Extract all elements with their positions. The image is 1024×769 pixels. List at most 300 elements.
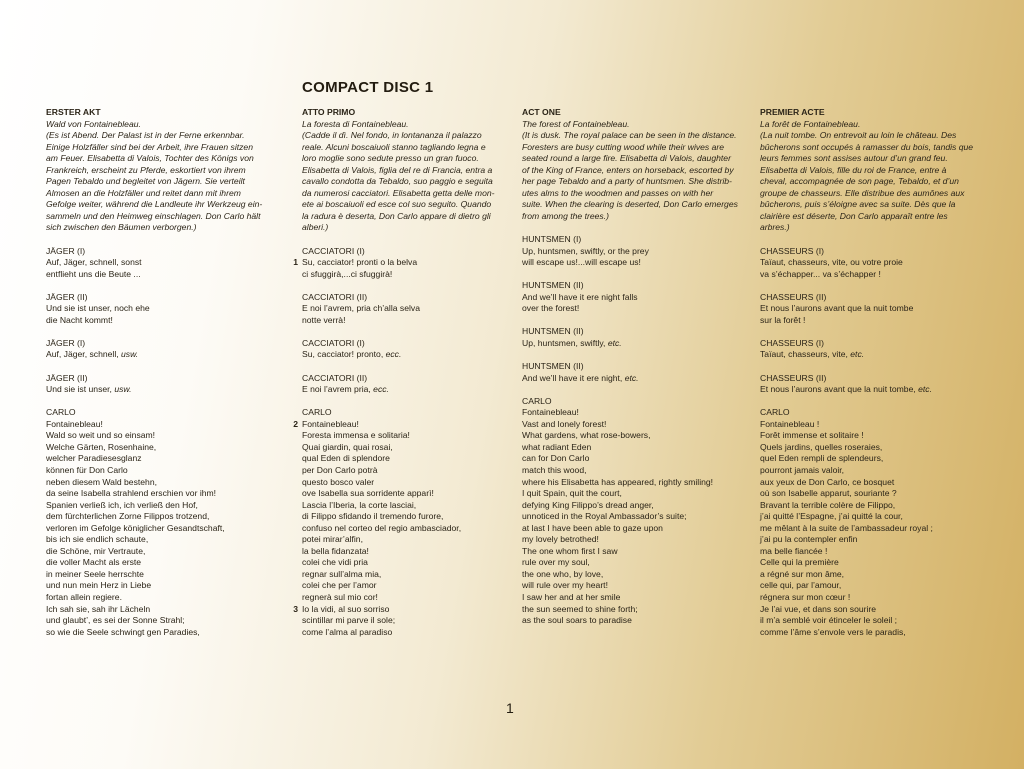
block-spacer xyxy=(46,361,272,373)
verse-line xyxy=(760,604,988,616)
verse-text: können für Don Carlo xyxy=(46,464,128,475)
stage-direction-line: suite. When the clearing is deserted, Don Carlo emerges xyxy=(522,199,738,210)
verse-line xyxy=(46,430,272,442)
verse-line xyxy=(302,546,504,558)
verse-line xyxy=(46,453,272,465)
verse-text: notte verrà! xyxy=(302,314,346,325)
verse-text: E noi l’avrem, pria ch’alla selva xyxy=(302,303,420,314)
verse-line xyxy=(760,546,988,558)
block-spacer xyxy=(760,326,988,338)
verse-line xyxy=(522,419,748,431)
verse-line xyxy=(46,477,272,489)
verse-text: il m’a semblé voir étinceler le soleil ; xyxy=(760,615,898,626)
verse-abbreviation: usw. xyxy=(114,384,132,395)
verse-line xyxy=(522,488,748,500)
speaker-name: CARLO xyxy=(522,395,552,406)
stage-direction-line: sammeln und den Heimweg einschlagen. Don Carlo hält xyxy=(46,210,261,221)
stage-direction-line: Frankreich, erscheint zu Pferde, eskortiert von ihrem xyxy=(46,164,246,175)
speaker-name: CHASSEURS (I) xyxy=(760,337,824,348)
verse-line xyxy=(760,615,988,627)
verse-line xyxy=(293,418,504,431)
verse-text: E noi l’avrem pria, xyxy=(302,384,374,395)
verse-line xyxy=(46,442,272,454)
speaker-name: CACCIATORI (II) xyxy=(302,291,368,302)
verse-line xyxy=(522,615,748,627)
verse-text: over the forest! xyxy=(522,303,580,314)
verse-line xyxy=(760,627,988,639)
verse-line xyxy=(46,615,272,627)
verse-text: Auf, Jäger, schnell, xyxy=(46,349,121,360)
verse-text: Fontainebleau! xyxy=(522,407,579,418)
speaker-name: CHASSEURS (II) xyxy=(760,372,827,383)
verse-line xyxy=(760,453,988,465)
verse-line xyxy=(760,500,988,512)
verse-line xyxy=(302,615,504,627)
verse-line xyxy=(522,511,748,523)
column-english xyxy=(522,107,748,627)
stage-direction-line: cheval, accompagnée de son page, Tebaldo, et d’un xyxy=(760,176,959,187)
verse-line xyxy=(302,557,504,569)
act-heading: PREMIER ACTE xyxy=(760,107,825,117)
verse-text: Und sie ist unser, xyxy=(46,384,115,395)
block-spacer xyxy=(760,361,988,373)
stage-direction-line: from among the trees.) xyxy=(522,210,609,221)
verse-text: questo bosco valer xyxy=(302,476,375,487)
verse-line xyxy=(760,303,988,315)
verse-text: colei che vidi pria xyxy=(302,557,368,568)
verse-text: Fontainebleau ! xyxy=(760,418,820,429)
verse-line xyxy=(302,477,504,489)
verse-line xyxy=(760,442,988,454)
verse-line xyxy=(302,592,504,604)
verse-line xyxy=(46,627,272,639)
verse-line xyxy=(760,465,988,477)
verse-text: confuso nel corteo del regio ambasciador, xyxy=(302,522,462,533)
verse-line xyxy=(760,511,988,523)
stage-direction-line: da numerosi cacciatori. Elisabetta getta delle mon- xyxy=(302,187,495,198)
verse-text: aux yeux de Don Carlo, ce bosquet xyxy=(760,476,895,487)
block-spacer xyxy=(760,396,988,408)
speaker-name: HUNTSMEN (II) xyxy=(522,280,584,291)
verse-text: fortan allein regiere. xyxy=(46,591,122,602)
verse-text: come l’alma al paradiso xyxy=(302,626,393,637)
verse-line xyxy=(760,488,988,500)
verse-text: the sun seemed to shine forth; xyxy=(522,603,638,614)
verse-text: und nun mein Herz in Liebe xyxy=(46,580,152,591)
verse-line xyxy=(302,315,504,327)
verse-text: Et nous l’aurons avant que la nuit tombe xyxy=(760,303,914,314)
speaker-name: JÄGER (I) xyxy=(46,245,86,256)
verse-line xyxy=(302,465,504,477)
block-spacer xyxy=(522,384,748,396)
verse-text: da seine Isabella strahlend erschien vor ihm! xyxy=(46,488,217,499)
verse-line xyxy=(302,349,504,361)
verse-line xyxy=(46,511,272,523)
page-number: 1 xyxy=(506,700,514,716)
stage-direction-line: (Es ist Abend. Der Palast ist in der Ferne erkennbar. xyxy=(46,130,245,141)
verse-line xyxy=(293,603,504,616)
verse-text: at last I have been able to gaze upon xyxy=(522,522,663,533)
verse-line xyxy=(522,500,748,512)
column-german xyxy=(46,107,272,638)
block-spacer xyxy=(302,396,504,408)
verse-text: welcher Paradiesesglanz xyxy=(46,453,142,464)
verse-text: bis ich sie endlich schaute, xyxy=(46,534,149,545)
verse-text: And we’ll have it ere night, xyxy=(522,372,625,383)
verse-line xyxy=(760,569,988,581)
verse-text: qual Eden di splendore xyxy=(302,453,390,464)
verse-line xyxy=(46,500,272,512)
speaker-name: HUNTSMEN (II) xyxy=(522,361,584,372)
verse-text: as the soul soars to paradise xyxy=(522,615,632,626)
stage-direction-line: (La nuit tombe. On entrevoit au loin le château. Des xyxy=(760,130,957,141)
track-number: 1 xyxy=(293,257,298,268)
verse-text: will rule over my heart! xyxy=(522,580,608,591)
stage-direction-line: am Feuer. Elisabetta di Valois, Tochter des Königs von xyxy=(46,153,254,164)
verse-line xyxy=(46,419,272,431)
stage-direction-line: bûcherons, puis s’éloigne avec sa suite. Dès que la xyxy=(760,199,956,210)
stage-direction-line: cavallo condotta da Tebaldo, suo paggio e seguita xyxy=(302,176,493,187)
verse-text: comme l’âme s’envole vers le paradis, xyxy=(760,626,906,637)
block-spacer xyxy=(46,326,272,338)
block-spacer xyxy=(522,349,748,361)
verse-line xyxy=(46,592,272,604)
verse-line xyxy=(302,534,504,546)
verse-line xyxy=(46,604,272,616)
verse-text: où son Isabelle apparut, souriante ? xyxy=(760,488,897,499)
verse-text: scintillar mi parve il sole; xyxy=(302,615,396,626)
speaker-name: JÄGER (I) xyxy=(46,337,86,348)
verse-line xyxy=(760,315,988,327)
verse-line xyxy=(46,580,272,592)
verse-line xyxy=(46,523,272,535)
verse-line xyxy=(302,442,504,454)
stage-direction-line: alberi.) xyxy=(302,222,329,233)
speaker-name: CACCIATORI (II) xyxy=(302,372,368,383)
verse-text: Spanien verließ ich, ich verließ den Hof, xyxy=(46,499,198,510)
verse-text: rule over my soul, xyxy=(522,557,590,568)
verse-line xyxy=(760,592,988,604)
verse-abbreviation: ecc. xyxy=(385,349,402,360)
verse-text: Auf, Jäger, schnell, sonst xyxy=(46,257,142,268)
stage-direction-line: Elisabetta di Valois, figlia del re di Francia, entra a xyxy=(302,164,493,175)
verse-text: Je l’ai vue, et dans son sourire xyxy=(760,603,877,614)
verse-abbreviation: usw. xyxy=(121,349,139,360)
verse-line xyxy=(522,569,748,581)
verse-text: la bella fidanzata! xyxy=(302,545,369,556)
verse-text: Ich sah sie, sah ihr Lächeln xyxy=(46,603,151,614)
verse-line xyxy=(522,580,748,592)
act-heading: ATTO PRIMO xyxy=(302,107,356,117)
verse-text: j’ai pu la contempler enfin xyxy=(760,534,858,545)
track-number: 2 xyxy=(293,418,298,429)
verse-text: where his Elisabetta has appeared, rightly smiling! xyxy=(522,476,714,487)
verse-text: ci sfuggirà,...ci sfuggirà! xyxy=(302,268,393,279)
verse-line xyxy=(302,523,504,535)
scene-heading: The forest of Fontainebleau. xyxy=(522,118,630,129)
speaker-name: CHASSEURS (I) xyxy=(760,245,824,256)
verse-line xyxy=(760,430,988,442)
verse-line xyxy=(46,534,272,546)
verse-text: neben diesem Wald bestehn, xyxy=(46,476,157,487)
stage-direction-line: arbres.) xyxy=(760,222,790,233)
scene-heading: La forêt de Fontainebleau. xyxy=(760,118,861,129)
verse-text: Up, huntsmen, swiftly, xyxy=(522,337,608,348)
speaker-name: JÄGER (II) xyxy=(46,291,88,302)
stage-direction-line: loro moglie sono sedute presso un gran fuoco. xyxy=(302,153,479,164)
stage-direction-line: of the King of France, enters on horseback, escorted by xyxy=(522,164,734,175)
verse-line xyxy=(522,604,748,616)
stage-direction-line: bûcherons sont occupés à ramasser du bois, tandis que xyxy=(760,141,974,152)
verse-line xyxy=(760,580,988,592)
verse-text: Lascia l’Iberia, la corte lasciai, xyxy=(302,499,417,510)
block-spacer xyxy=(302,280,504,292)
verse-line xyxy=(46,546,272,558)
verse-text: Foresta immensa e solitaria! xyxy=(302,430,410,441)
stage-direction-line: clairière est déserte, Don Carlo apparaît entre les xyxy=(760,210,948,221)
verse-line xyxy=(522,246,748,258)
verse-text: match this wood, xyxy=(522,464,587,475)
block-spacer xyxy=(46,396,272,408)
verse-text: pourront jamais valoir, xyxy=(760,464,845,475)
verse-line xyxy=(522,292,748,304)
verse-text: régnera sur mon cœur ! xyxy=(760,591,851,602)
act-heading: ERSTER AKT xyxy=(46,107,101,117)
verse-line xyxy=(302,488,504,500)
verse-line xyxy=(522,442,748,454)
verse-text: ma belle fiancée ! xyxy=(760,545,828,556)
verse-line xyxy=(522,430,748,442)
stage-direction-line: groupe de chasseurs. Elle distribue des aumônes aux xyxy=(760,187,965,198)
verse-text: Forêt immense et solitaire ! xyxy=(760,430,864,441)
speaker-name: CACCIATORI (I) xyxy=(302,337,365,348)
verse-line xyxy=(302,627,504,639)
verse-text: Welche Gärten, Rosenhaine, xyxy=(46,441,157,452)
verse-line xyxy=(522,257,748,269)
verse-line xyxy=(46,269,272,281)
verse-text: Quels jardins, quelles roseraies, xyxy=(760,441,883,452)
verse-text: di Filippo sfidando il tremendo furore, xyxy=(302,511,444,522)
verse-line xyxy=(522,592,748,604)
verse-line xyxy=(46,384,272,396)
verse-text: va s’échapper... va s’échapper ! xyxy=(760,268,881,279)
column-french xyxy=(760,107,988,638)
verse-text: the one who, by love, xyxy=(522,568,604,579)
verse-line xyxy=(302,500,504,512)
verse-text: Su, cacciator! pronti o la belva xyxy=(302,257,418,268)
verse-line xyxy=(302,303,504,315)
verse-text: Fontainebleau! xyxy=(302,418,359,429)
block-spacer xyxy=(302,326,504,338)
verse-line xyxy=(46,257,272,269)
verse-line xyxy=(302,384,504,396)
stage-direction-line: la radura è deserta, Don Carlo appare di dietro gli xyxy=(302,210,491,221)
verse-text: Taïaut, chasseurs, vite, ou votre proie xyxy=(760,257,903,268)
verse-line xyxy=(522,557,748,569)
block-spacer xyxy=(760,234,988,246)
stage-direction-line: Pagen Tebaldo und begleitet von Jägern. Sie verteilt xyxy=(46,176,245,187)
block-spacer xyxy=(522,222,748,234)
verse-line xyxy=(760,269,988,281)
verse-text: what radiant Eden xyxy=(522,441,592,452)
stage-direction-line: (Cadde il dì. Nel fondo, in lontananza il palazzo xyxy=(302,130,482,141)
verse-line xyxy=(46,488,272,500)
verse-text: celle qui, par l’amour, xyxy=(760,580,842,591)
verse-line xyxy=(760,384,988,396)
verse-text: Su, cacciator! pronto, xyxy=(302,349,386,360)
verse-line xyxy=(293,257,504,269)
verse-text: per Don Carlo potrà xyxy=(302,464,378,475)
block-spacer xyxy=(46,234,272,246)
stage-direction-line: reale. Alcuni boscaiuoli stanno tagliando legna e xyxy=(302,141,486,152)
verse-abbreviation: etc. xyxy=(624,372,639,383)
verse-line xyxy=(522,546,748,558)
verse-line xyxy=(522,523,748,535)
verse-text: Up, huntsmen, swiftly, or the prey xyxy=(522,245,649,256)
verse-abbreviation: etc. xyxy=(607,337,622,348)
verse-text: in meiner Seele herrschte xyxy=(46,568,144,579)
verse-text: And we’ll have it ere night falls xyxy=(522,291,638,302)
stage-direction-line: Elisabetta di Valois, fille du roi de France, entre à xyxy=(760,164,947,175)
block-spacer xyxy=(46,280,272,292)
verse-line xyxy=(46,569,272,581)
speaker-name: JÄGER (II) xyxy=(46,372,88,383)
stage-direction-line: (It is dusk. The royal palace can be seen in the distance. xyxy=(522,130,737,141)
verse-text: I saw her and at her smile xyxy=(522,591,621,602)
block-spacer xyxy=(760,280,988,292)
verse-line xyxy=(302,569,504,581)
verse-text: entflieht uns die Beute ... xyxy=(46,268,141,279)
stage-direction-line: Foresters are busy cutting wood while their wives are xyxy=(522,141,725,152)
verse-line xyxy=(302,511,504,523)
verse-line xyxy=(760,257,988,269)
verse-line xyxy=(760,523,988,535)
verse-abbreviation: etc. xyxy=(850,349,865,360)
verse-text: ove Isabella sua sorridente apparì! xyxy=(302,488,434,499)
verse-text: j’ai quitté l’Espagne, j’ai quitté la cour, xyxy=(760,511,903,522)
speaker-name: HUNTSMEN (I) xyxy=(522,234,582,245)
verse-text: will escape us!...will escape us! xyxy=(522,257,641,268)
stage-direction-line: leurs femmes sont assises autour d’un grand feu. xyxy=(760,153,948,164)
verse-line xyxy=(522,338,748,350)
stage-direction-line: Almosen an die Holzfäller und reitet dann mit ihrem xyxy=(46,187,241,198)
track-number: 3 xyxy=(293,603,298,614)
speaker-name: CARLO xyxy=(46,407,76,418)
page-title: COMPACT DISC 1 xyxy=(302,79,434,96)
verse-text: die Nacht kommt! xyxy=(46,314,113,325)
verse-text: Wald so weit und so einsam! xyxy=(46,430,156,441)
verse-line xyxy=(46,315,272,327)
stage-direction-line: utes alms to the woodmen and passes on with her xyxy=(522,187,714,198)
verse-text: defying King Filippo’s dread anger, xyxy=(522,499,654,510)
verse-line xyxy=(522,303,748,315)
stage-direction-line: her page Tebaldo and a party of huntsmen. She distrib- xyxy=(522,176,732,187)
speaker-name: CHASSEURS (II) xyxy=(760,291,827,302)
speaker-name: CACCIATORI (I) xyxy=(302,245,365,256)
stage-direction-line: ete ai boscaiuoli ed esce col suo seguito. Quando xyxy=(302,199,492,210)
verse-text: Quai giardin, quai rosai, xyxy=(302,441,393,452)
verse-line xyxy=(522,477,748,489)
verse-text: quel Eden rempli de splendeurs, xyxy=(760,453,884,464)
verse-text: Bravant la terrible colère de Filippo, xyxy=(760,499,896,510)
verse-text: regnerà sul mio cor! xyxy=(302,591,378,602)
verse-text: die Schöne, mir Vertraute, xyxy=(46,545,146,556)
verse-line xyxy=(760,534,988,546)
speaker-name: CARLO xyxy=(760,407,790,418)
verse-text: regnar sull’alma mia, xyxy=(302,568,382,579)
stage-direction-line: seated round a large fire. Elisabetta di Valois, daughter xyxy=(522,153,731,164)
verse-abbreviation: ecc. xyxy=(373,384,389,395)
scene-heading: Wald von Fontainebleau. xyxy=(46,118,141,129)
verse-line xyxy=(46,349,272,361)
verse-text: verloren im Gefolge königlicher Gesandtschaft, xyxy=(46,522,225,533)
stage-direction-line: Einige Holzfäller sind bei der Arbeit, ihre Frauen sitzen xyxy=(46,141,253,152)
verse-line xyxy=(46,465,272,477)
block-spacer xyxy=(302,361,504,373)
act-heading: ACT ONE xyxy=(522,107,561,117)
verse-text: me mêlant à la suite de l’ambassadeur royal ; xyxy=(760,522,933,533)
verse-line xyxy=(760,419,988,431)
verse-abbreviation: etc. xyxy=(918,384,932,395)
verse-line xyxy=(522,373,748,385)
verse-line xyxy=(522,465,748,477)
verse-text: a régné sur mon âme, xyxy=(760,568,845,579)
verse-text: sur la forêt ! xyxy=(760,314,806,325)
verse-line xyxy=(760,349,988,361)
verse-text: Celle qui la première xyxy=(760,557,839,568)
verse-text: I quit Spain, quit the court, xyxy=(522,488,622,499)
verse-text: can for Don Carlo xyxy=(522,453,590,464)
verse-line xyxy=(302,269,504,281)
verse-text: Taïaut, chasseurs, vite, xyxy=(760,349,851,360)
verse-line xyxy=(46,303,272,315)
stage-direction-line: Gefolge weiter, während die Landleute ihr Werkzeug ein- xyxy=(46,199,263,210)
verse-text: und glaubt’, es sei der Sonne Strahl; xyxy=(46,615,185,626)
block-spacer xyxy=(522,269,748,281)
verse-line xyxy=(522,407,748,419)
verse-line xyxy=(522,534,748,546)
verse-line xyxy=(522,453,748,465)
verse-line xyxy=(302,453,504,465)
verse-text: Fontainebleau! xyxy=(46,418,103,429)
verse-text: die voller Macht als erste xyxy=(46,557,142,568)
verse-text: The one whom first I saw xyxy=(522,545,618,556)
speaker-name: HUNTSMEN (II) xyxy=(522,326,584,337)
verse-line xyxy=(302,430,504,442)
verse-text: my lovely betrothed! xyxy=(522,534,599,545)
verse-line xyxy=(46,557,272,569)
verse-text: colei che per l’amor xyxy=(302,580,377,591)
speaker-name: CARLO xyxy=(302,407,332,418)
block-spacer xyxy=(522,315,748,327)
verse-text: Et nous l’aurons avant que la nuit tombe, xyxy=(760,384,919,395)
scene-heading: La foresta di Fontainebleau. xyxy=(302,118,409,129)
verse-line xyxy=(760,477,988,489)
verse-text: potei mirar’alfin, xyxy=(302,534,363,545)
verse-text: Vast and lonely forest! xyxy=(522,418,607,429)
verse-text: Und sie ist unser, noch ehe xyxy=(46,303,150,314)
verse-line xyxy=(760,557,988,569)
block-spacer xyxy=(302,234,504,246)
stage-direction-line: sich zwischen den Bäumen verborgen.) xyxy=(46,222,197,233)
verse-text: Io la vidi, al suo sorriso xyxy=(302,603,390,614)
column-italian xyxy=(293,107,504,638)
verse-text: unnoticed in the Royal Ambassador’s suite; xyxy=(522,511,687,522)
verse-text: What gardens, what rose-bowers, xyxy=(522,430,651,441)
verse-text: so wie die Seele schwingt gen Paradies, xyxy=(46,626,200,637)
verse-line xyxy=(302,580,504,592)
verse-text: dem fürchterlichen Zorne Filippos trotzend, xyxy=(46,511,210,522)
